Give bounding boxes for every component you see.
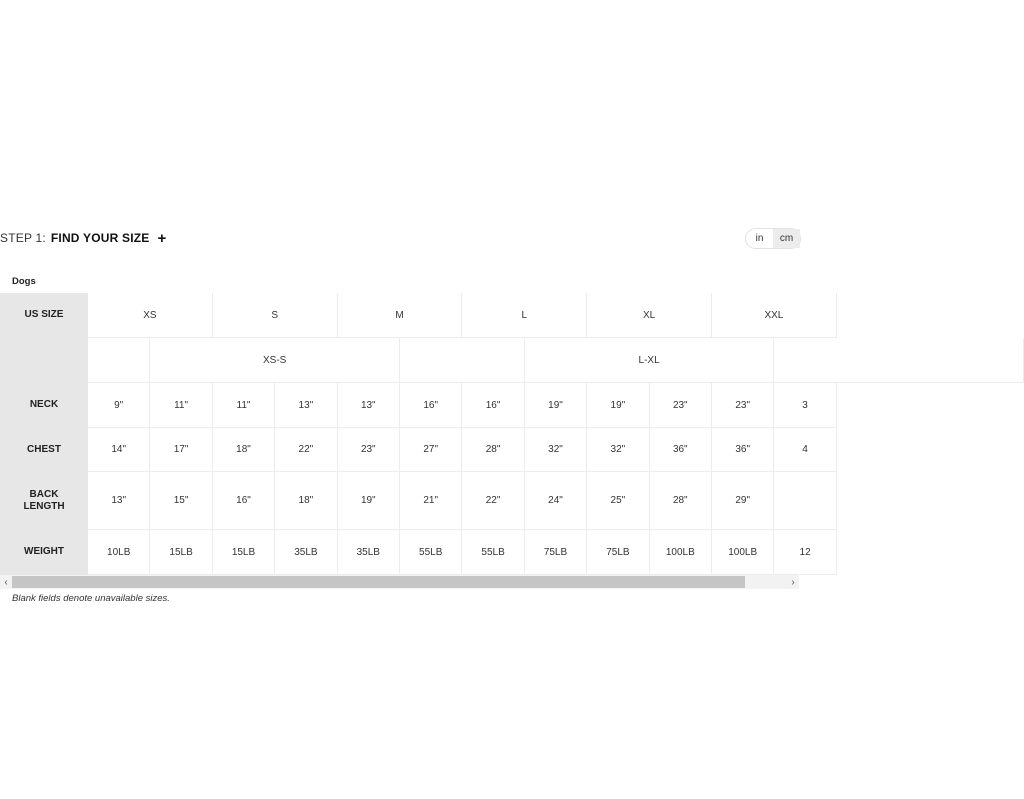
chest-cell: 4: [774, 428, 836, 472]
back-length-cell: [774, 472, 836, 530]
weight-cell: 10LB: [88, 530, 150, 575]
chest-cell: 18": [213, 428, 275, 472]
footnote: Blank fields denote unavailable sizes.: [12, 593, 170, 604]
neck-cell: 16": [462, 383, 524, 428]
back-length-cell: 15": [150, 472, 212, 530]
neck-cell: 3: [774, 383, 836, 428]
back-length-cell: 24": [525, 472, 587, 530]
size-group-cell: L-XL: [525, 338, 775, 383]
weight-cell: 15LB: [150, 530, 212, 575]
size-group-cell: [88, 338, 150, 383]
chest-cell: 27": [400, 428, 462, 472]
weight-cell: 12: [774, 530, 836, 575]
size-grid: [88, 293, 888, 575]
neck-cell: 16": [400, 383, 462, 428]
weight-cell: 55LB: [400, 530, 462, 575]
row-header-column: [0, 293, 88, 575]
neck-cell: 13": [275, 383, 337, 428]
neck-cell: 23": [650, 383, 712, 428]
size-group-cell: [400, 338, 525, 383]
step-prefix: STEP 1:: [0, 231, 46, 245]
us-size-cell: XS: [88, 293, 213, 338]
weight-cell: 15LB: [213, 530, 275, 575]
back-length-cell: 13": [88, 472, 150, 530]
chest-cell: 22": [275, 428, 337, 472]
step-title: FIND YOUR SIZE: [50, 231, 150, 245]
size-table: [0, 293, 811, 575]
chest-cell: 36": [712, 428, 774, 472]
weight-cell: 75LB: [587, 530, 649, 575]
weight-cell: 100LB: [712, 530, 774, 575]
chest-cell: 32": [525, 428, 587, 472]
weight-cell: 75LB: [525, 530, 587, 575]
back-length-cell: 18": [275, 472, 337, 530]
weight-cell: 35LB: [338, 530, 400, 575]
horizontal-scrollbar[interactable]: [0, 575, 799, 589]
us-size-cell: M: [338, 293, 463, 338]
back-length-cell: 25": [587, 472, 649, 530]
chest-cell: 36": [650, 428, 712, 472]
weight-cell: 35LB: [275, 530, 337, 575]
back-length-cell: 29": [712, 472, 774, 530]
unit-toggle[interactable]: [745, 228, 801, 249]
chest-cell: 32": [587, 428, 649, 472]
neck-cell: 9": [88, 383, 150, 428]
weight-cell: 55LB: [462, 530, 524, 575]
weight-cell: 100LB: [650, 530, 712, 575]
us-size-cell: S: [213, 293, 338, 338]
us-size-cell: L: [462, 293, 587, 338]
neck-cell: 13": [338, 383, 400, 428]
back-length-cell: 28": [650, 472, 712, 530]
back-length-cell: 22": [462, 472, 524, 530]
scroll-thumb[interactable]: [12, 576, 745, 588]
step-header[interactable]: [0, 229, 166, 247]
chest-cell: 17": [150, 428, 212, 472]
neck-cell: 11": [213, 383, 275, 428]
row-header-chest: CHEST: [27, 443, 61, 455]
scroll-right-arrow-icon[interactable]: ›: [791, 576, 795, 588]
chest-cell: 23": [338, 428, 400, 472]
back-length-cell: 21": [400, 472, 462, 530]
chest-cell: 14": [88, 428, 150, 472]
neck-cell: 23": [712, 383, 774, 428]
row-header-group: [0, 338, 88, 383]
row-header-us-size: US SIZE: [24, 309, 64, 321]
row-header-weight: WEIGHT: [24, 546, 64, 558]
plus-icon[interactable]: +: [157, 229, 167, 247]
neck-cell: 19": [587, 383, 649, 428]
unit-option-in[interactable]: in: [755, 233, 764, 244]
neck-cell: 11": [150, 383, 212, 428]
row-header-back-length: BACK LENGTH: [23, 488, 65, 512]
back-length-cell: 19": [338, 472, 400, 530]
section-label: Dogs: [12, 276, 36, 287]
us-size-cell: XL: [587, 293, 712, 338]
unit-option-cm[interactable]: cm: [773, 229, 800, 248]
size-group-cell: [774, 338, 1024, 383]
size-group-cell: XS-S: [150, 338, 400, 383]
scroll-left-arrow-icon[interactable]: ‹: [4, 576, 8, 588]
row-header-neck: NECK: [29, 399, 59, 411]
neck-cell: 19": [525, 383, 587, 428]
back-length-cell: 16": [213, 472, 275, 530]
chest-cell: 28": [462, 428, 524, 472]
us-size-cell: XXL: [712, 293, 837, 338]
